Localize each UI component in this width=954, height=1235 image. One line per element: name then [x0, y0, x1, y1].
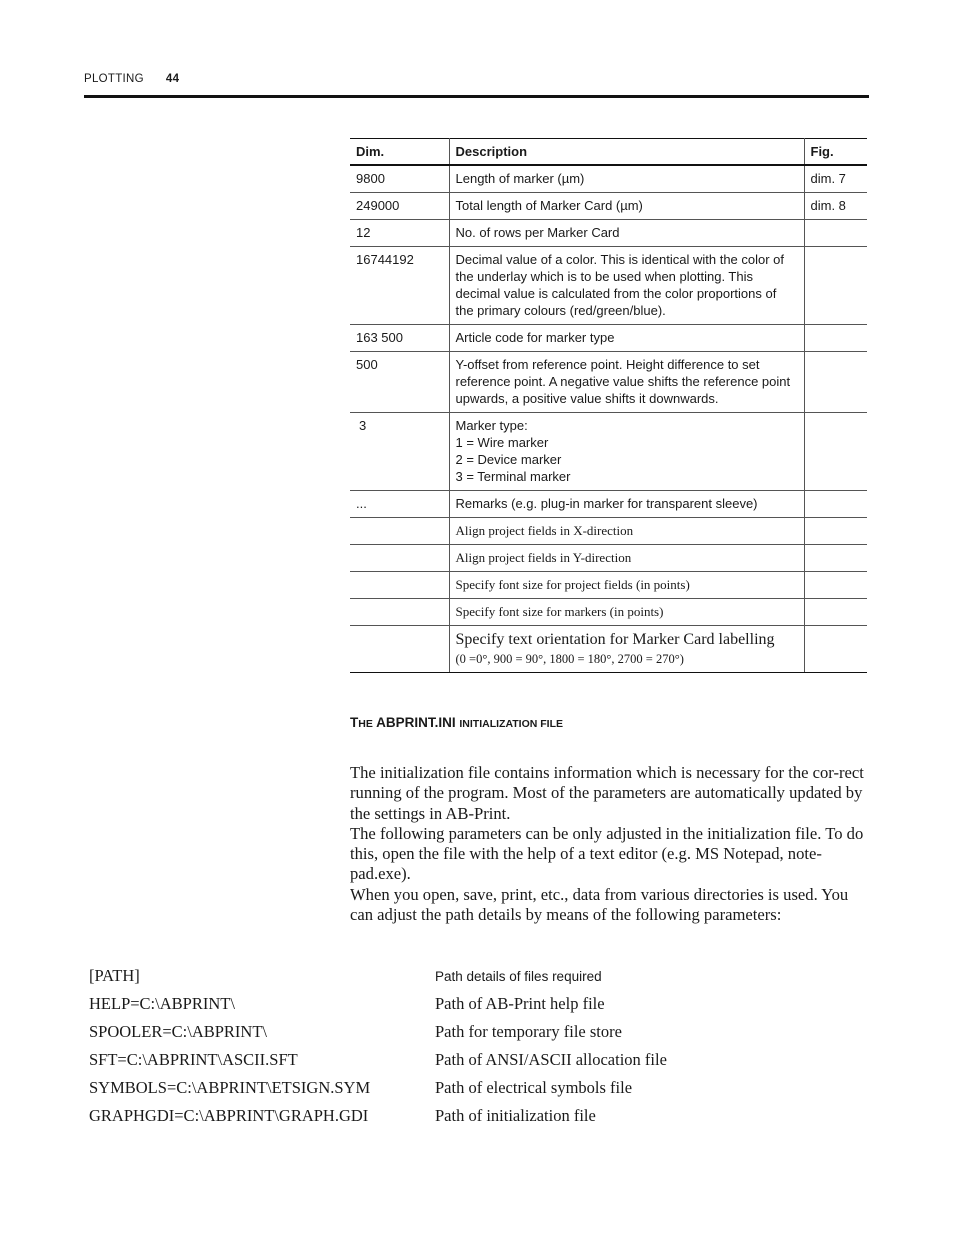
cell-dim: 163 500	[350, 325, 449, 352]
cell-description: Remarks (e.g. plug-in marker for transparent sleeve)	[449, 491, 804, 518]
table-row	[350, 165, 867, 193]
cell-fig	[804, 572, 867, 599]
cell-description: Total length of Marker Card (µm)	[449, 193, 804, 220]
cell-dim	[350, 599, 449, 626]
cell-fig	[804, 220, 867, 247]
cell-dim: 9800	[350, 165, 449, 193]
cell-description: Length of marker (µm)	[449, 165, 804, 193]
parameter-row	[89, 1078, 869, 1106]
parameter-row	[89, 994, 869, 1022]
cell-fig: dim. 8	[804, 193, 867, 220]
cell-dim	[350, 545, 449, 572]
cell-fig	[804, 491, 867, 518]
header-rule	[84, 95, 869, 98]
parameter-description: Path of AB-Print help file	[435, 994, 605, 1013]
parameter-table	[350, 138, 867, 673]
cell-dim: 500	[350, 352, 449, 413]
cell-fig: dim. 7	[804, 165, 867, 193]
section-heading	[350, 715, 563, 730]
cell-dim	[350, 572, 449, 599]
table-row	[350, 518, 867, 545]
paragraph: The initialization file contains information which is necessary for the cor-rect running of the program. Most of the parameters are automatically updated by the settings in AB-Print.	[350, 763, 864, 823]
cell-description: Align project fields in X-direction	[449, 518, 804, 545]
parameter-description: Path of ANSI/ASCII allocation file	[435, 1050, 667, 1069]
parameter-row	[89, 966, 869, 994]
heading-initial-smallcaps: HE	[358, 718, 373, 730]
parameter-row	[89, 1050, 869, 1078]
marker-type-line: 2 = Device marker	[455, 452, 562, 467]
parameter-list	[89, 966, 869, 1134]
cell-dim: 3	[350, 413, 449, 491]
cell-fig	[804, 325, 867, 352]
orientation-values: (0 =0°, 900 = 90°, 1800 = 180°, 2700 = 270°)	[455, 652, 684, 666]
body-text	[350, 763, 868, 925]
column-header-description: Description	[449, 139, 804, 166]
table-row	[350, 325, 867, 352]
marker-type-line: 3 = Terminal marker	[455, 469, 571, 484]
parameter-description: Path of electrical symbols file	[435, 1078, 633, 1097]
cell-description: No. of rows per Marker Card	[449, 220, 804, 247]
table-row	[350, 572, 867, 599]
heading-tail: INITIALIZATION FILE	[459, 718, 564, 730]
table-row	[350, 491, 867, 518]
heading-initial: T	[350, 715, 359, 730]
parameter-description: Path for temporary file store	[435, 1022, 622, 1041]
section-name: PLOTTING	[84, 73, 144, 85]
paragraph: When you open, save, print, etc., data from various directories is used. You can adjust the path details by means of the following parameters:	[350, 884, 849, 925]
table-row	[350, 193, 867, 220]
cell-fig	[804, 518, 867, 545]
cell-description: Article code for marker type	[449, 325, 804, 352]
parameter-key: SFT=C:\ABPRINT\ASCII.SFT	[89, 1050, 298, 1069]
cell-fig	[804, 352, 867, 413]
cell-description: Specify font size for project fields (in points)	[449, 572, 804, 599]
cell-dim	[350, 626, 449, 673]
running-header	[84, 73, 179, 85]
column-header-dim: Dim.	[350, 139, 449, 166]
parameter-row	[89, 1022, 869, 1050]
table-row	[350, 626, 867, 673]
parameter-key: SYMBOLS=C:\ABPRINT\ETSIGN.SYM	[89, 1078, 371, 1097]
cell-description	[449, 413, 804, 491]
cell-description: Specify font size for markers (in points)	[449, 599, 804, 626]
page-number: 44	[165, 73, 180, 85]
table-header-row	[350, 139, 867, 166]
paragraph: The following parameters can be only adjusted in the initialization file. To do this, open the file with the help of a text editor (e.g. MS Notepad, note-pad.exe).	[350, 823, 864, 884]
cell-dim	[350, 518, 449, 545]
marker-type-line: 1 = Wire marker	[455, 435, 549, 450]
cell-fig	[804, 599, 867, 626]
table-row	[350, 247, 867, 325]
table-row	[350, 352, 867, 413]
parameter-key: GRAPHGDI=C:\ABPRINT\GRAPH.GDI	[89, 1106, 369, 1125]
cell-dim: ...	[350, 491, 449, 518]
table-row	[350, 220, 867, 247]
table-row	[350, 413, 867, 491]
table-row	[350, 599, 867, 626]
parameter-description: Path details of files required	[435, 969, 602, 984]
parameter-row	[89, 1106, 869, 1134]
orientation-label: Specify text orientation for Marker Card labelling	[455, 631, 775, 648]
parameter-key: SPOOLER=C:\ABPRINT\	[89, 1022, 268, 1041]
cell-dim: 16744192	[350, 247, 449, 325]
table-row	[350, 545, 867, 572]
parameter-description: Path of initialization file	[435, 1106, 596, 1125]
cell-fig	[804, 413, 867, 491]
cell-description: Y-offset from reference point. Height difference to set reference point. A negative value shifts the reference point upwards, a positive value shifts it downwards.	[449, 352, 804, 413]
cell-dim: 12	[350, 220, 449, 247]
cell-fig	[804, 626, 867, 673]
cell-fig	[804, 247, 867, 325]
marker-type-line: Marker type:	[455, 418, 528, 433]
heading-filename: ABPRINT.INI	[376, 715, 456, 730]
cell-description: Align project fields in Y-direction	[449, 545, 804, 572]
parameter-key: [PATH]	[89, 966, 140, 985]
cell-dim: 249000	[350, 193, 449, 220]
parameter-key: HELP=C:\ABPRINT\	[89, 994, 235, 1013]
cell-description	[449, 626, 804, 673]
column-header-fig: Fig.	[804, 139, 867, 166]
cell-description: Decimal value of a color. This is identical with the color of the underlay which is to be used when plotting. This decimal value is calculated from the color proportions of the primary colours (red/green/blue).	[449, 247, 804, 325]
cell-fig	[804, 545, 867, 572]
